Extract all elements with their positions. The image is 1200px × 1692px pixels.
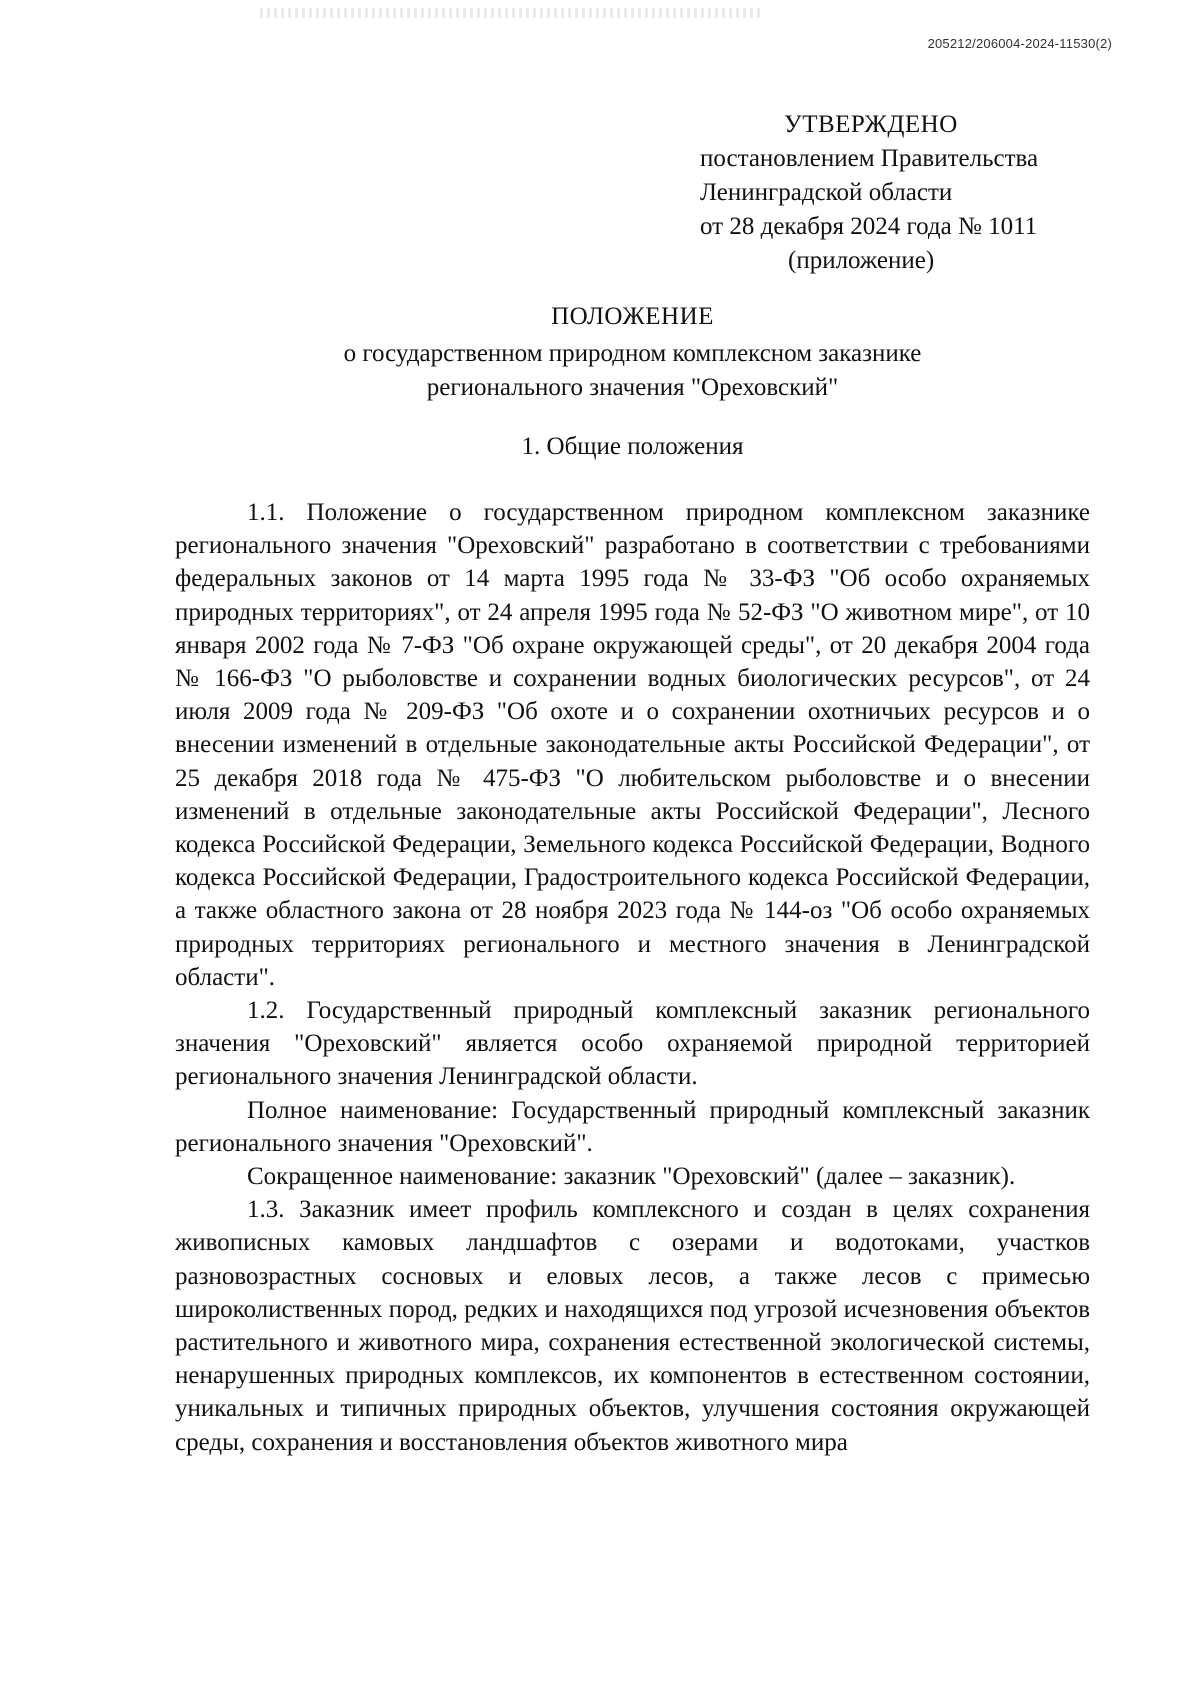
scan-artifact: [260, 8, 760, 18]
approval-line-2: Ленинградской области: [700, 179, 953, 206]
section-title: 1. Общие положения: [521, 433, 744, 460]
approval-line-1: постановлением Правительства: [700, 145, 1039, 172]
paragraph-1-2: 1.2. Государственный природный комплексный заказник регионального значения "Ореховский" является особо охраняемой природной территорией регионального значения Ленинградской области.: [175, 997, 1090, 1091]
approval-line-3: от 28 декабря 2024 года № 1011: [700, 213, 1038, 240]
paragraph-1-3: 1.3. Заказник имеет профиль комплексного и создан в целях сохранения живописных камовых ландшафтов с озерами и водотоками, участков разновозрастных сосновых и еловых лесов, а также лесов с примесью широколиственных пород, редких и находящихся под угрозой исчезновения объектов растительного и животного мира, сохранения естественной экологической системы, ненарушенных природных комплексов, их компонентов в естественном состоянии, уникальных и типичных природных объектов, улучшения состояния окружающей среды, сохранения и восстановления объектов животного мира: [175, 1196, 1090, 1456]
document-number: 205212/206004-2024-11530(2): [927, 36, 1112, 51]
approval-block: [700, 108, 1120, 278]
document-body: [175, 496, 1090, 1459]
document-subtitle-line-1: о государственном природном комплексном заказнике: [343, 340, 922, 367]
paragraph-short-name: Сокращенное наименование: заказник "Ореховский" (далее – заказник).: [247, 1163, 1016, 1191]
approval-title: УТВЕРЖДЕНО: [784, 111, 958, 138]
document-title: ПОЛОЖЕНИЕ: [551, 303, 714, 330]
paragraph-full-name: Полное наименование: Государственный природный комплексный заказник регионального значения "Ореховский".: [175, 1096, 1090, 1157]
paragraph-1-1: 1.1. Положение о государственном природном комплексном заказнике регионального значения "Ореховский" разработано в соответствии с требованиями федеральных законов от 14 марта 1995 года № 33-ФЗ "Об особо охраняемых природных территориях", от 24 апреля 1995 года № 52-ФЗ "О животном мире", от 10 января 2002 года № 7-ФЗ "Об охране окружающей среды", от 20 декабря 2004 года № 166-ФЗ "О рыболовстве и сохранении водных биологических ресурсов", от 24 июля 2009 года № 209-ФЗ "Об охоте и о сохранении охотничьих ресурсов и о внесении изменений в отдельные законодательные акты Российской Федерации", от 25 декабря 2018 года № 475-ФЗ "О любительском рыболовстве и о внесении изменений в отдельные законодательные акты Российской Федерации", Лесного кодекса Российской Федерации, Земельного кодекса Российской Федерации, Водного кодекса Российской Федерации, Градостроительного кодекса Российской Федерации, а также областного закона от 28 ноября 2023 года № 144-оз "Об особо охраняемых природных территориях регионального и местного значения в Ленинградской области".: [175, 499, 1090, 991]
approval-note: (приложение): [788, 247, 935, 274]
document-subtitle-line-2: регионального значения "Ореховский": [426, 374, 839, 401]
